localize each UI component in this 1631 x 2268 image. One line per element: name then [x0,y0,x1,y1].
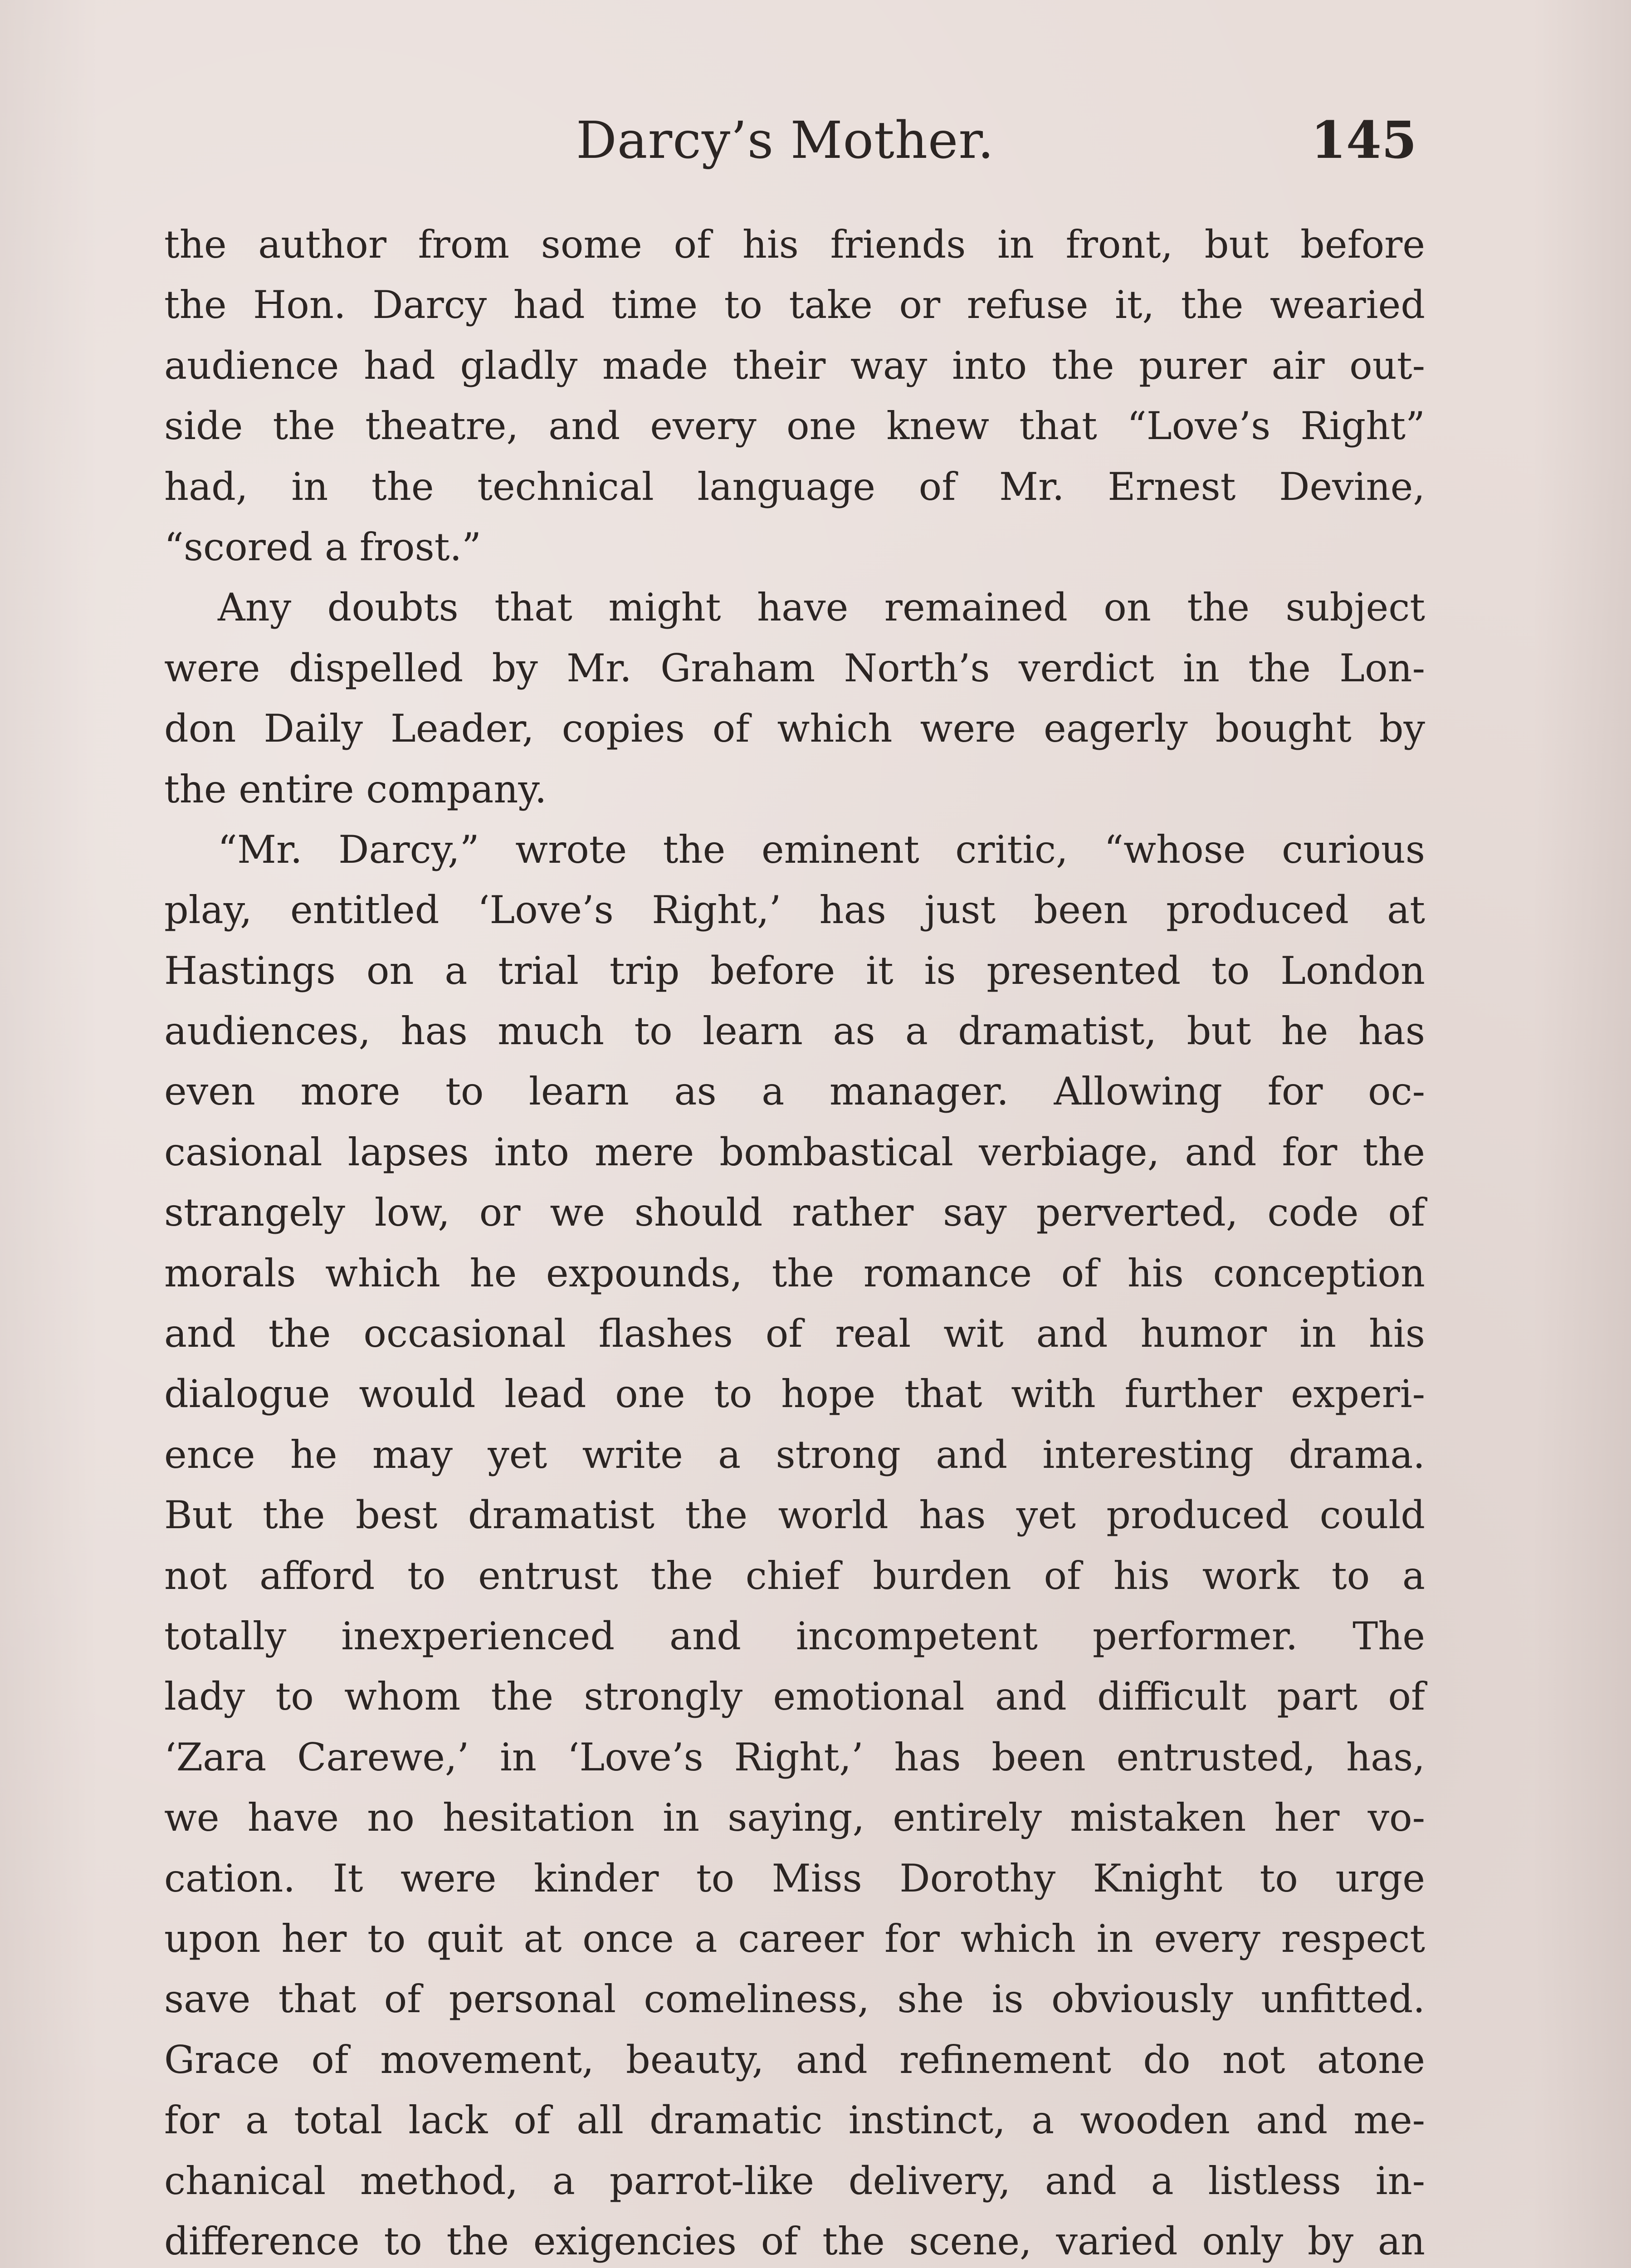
paragraph-2 [164,577,1425,820]
text-line: the author from some of his friends in front, but before [164,222,1425,267]
text-line: the entire company. [164,767,547,811]
text-line: the Hon. Darcy had time to take or refuse it, the wearied [164,283,1425,327]
text-line: casional lapses into mere bombastical verbiage, and for the [164,1129,1425,1174]
text-line: had, in the technical language of Mr. Ernest Devine, [164,464,1425,509]
text-line: were dispelled by Mr. Graham North’s verdict in the Lon- [164,645,1425,690]
text-line: upon her to quit at once a career for which in every respect [164,1916,1425,1961]
text-line: Hastings on a trial trip before it is presented to London [164,948,1425,993]
text-line: cation. It were kinder to Miss Dorothy Knight to urge [164,1856,1425,1901]
running-head [0,107,1631,175]
text-line: and the occasional flashes of real wit and humor in his [164,1311,1425,1356]
text-line: even more to learn as a manager. Allowing for oc- [164,1069,1425,1114]
text-line: Grace of movement, beauty, and refinement do not atone [164,2037,1425,2082]
text-line: audiences, has much to learn as a dramatist, but he has [164,1009,1425,1054]
text-line: ence he may yet write a strong and interesting drama. [164,1432,1425,1477]
text-line: audience had gladly made their way into the purer air out- [164,343,1425,388]
text-line: lady to whom the strongly emotional and difficult part of [164,1674,1425,1719]
text-line: side the theatre, and every one knew that “Love’s Right” [164,404,1425,449]
text-line: chanical method, a parrot-like delivery, and a listless in- [164,2158,1425,2203]
body-text [164,215,1425,2268]
text-line: “scored a frost.” [164,524,482,569]
text-line: strangely low, or we should rather say perverted, code of [164,1190,1425,1235]
text-line: difference to the exigencies of the scene, varied only by an [164,2219,1425,2263]
page-number: 145 [1311,111,1417,170]
text-line: we have no hesitation in saying, entirely mistaken her vo- [164,1795,1425,1840]
text-line: dialogue would lead one to hope that with further experi- [164,1372,1425,1417]
paragraph-1 [164,215,1425,577]
text-line: for a total lack of all dramatic instinct, a wooden and me- [164,2098,1425,2143]
text-line: ‘Zara Carewe,’ in ‘Love’s Right,’ has been entrusted, has, [164,1735,1425,1779]
text-line: don Daily Leader, copies of which were eagerly bought by [164,706,1425,751]
paragraph-3 [164,820,1425,2268]
text-line: morals which he expounds, the romance of his conception [164,1251,1425,1295]
running-head-title: Darcy’s Mother. [576,111,995,170]
text-line: “Mr. Darcy,” wrote the eminent critic, “whose curious [218,827,1425,872]
text-line: save that of personal comeliness, she is obviously unfitted. [164,1977,1425,2022]
text-line: play, entitled ‘Love’s Right,’ has just been produced at [164,888,1425,933]
text-line: totally inexperienced and incompetent performer. The [164,1613,1425,1658]
text-line: Any doubts that might have remained on the subject [218,585,1425,630]
text-line: But the best dramatist the world has yet produced could [164,1493,1425,1538]
text-line: not afford to entrust the chief burden of his work to a [164,1553,1425,1598]
